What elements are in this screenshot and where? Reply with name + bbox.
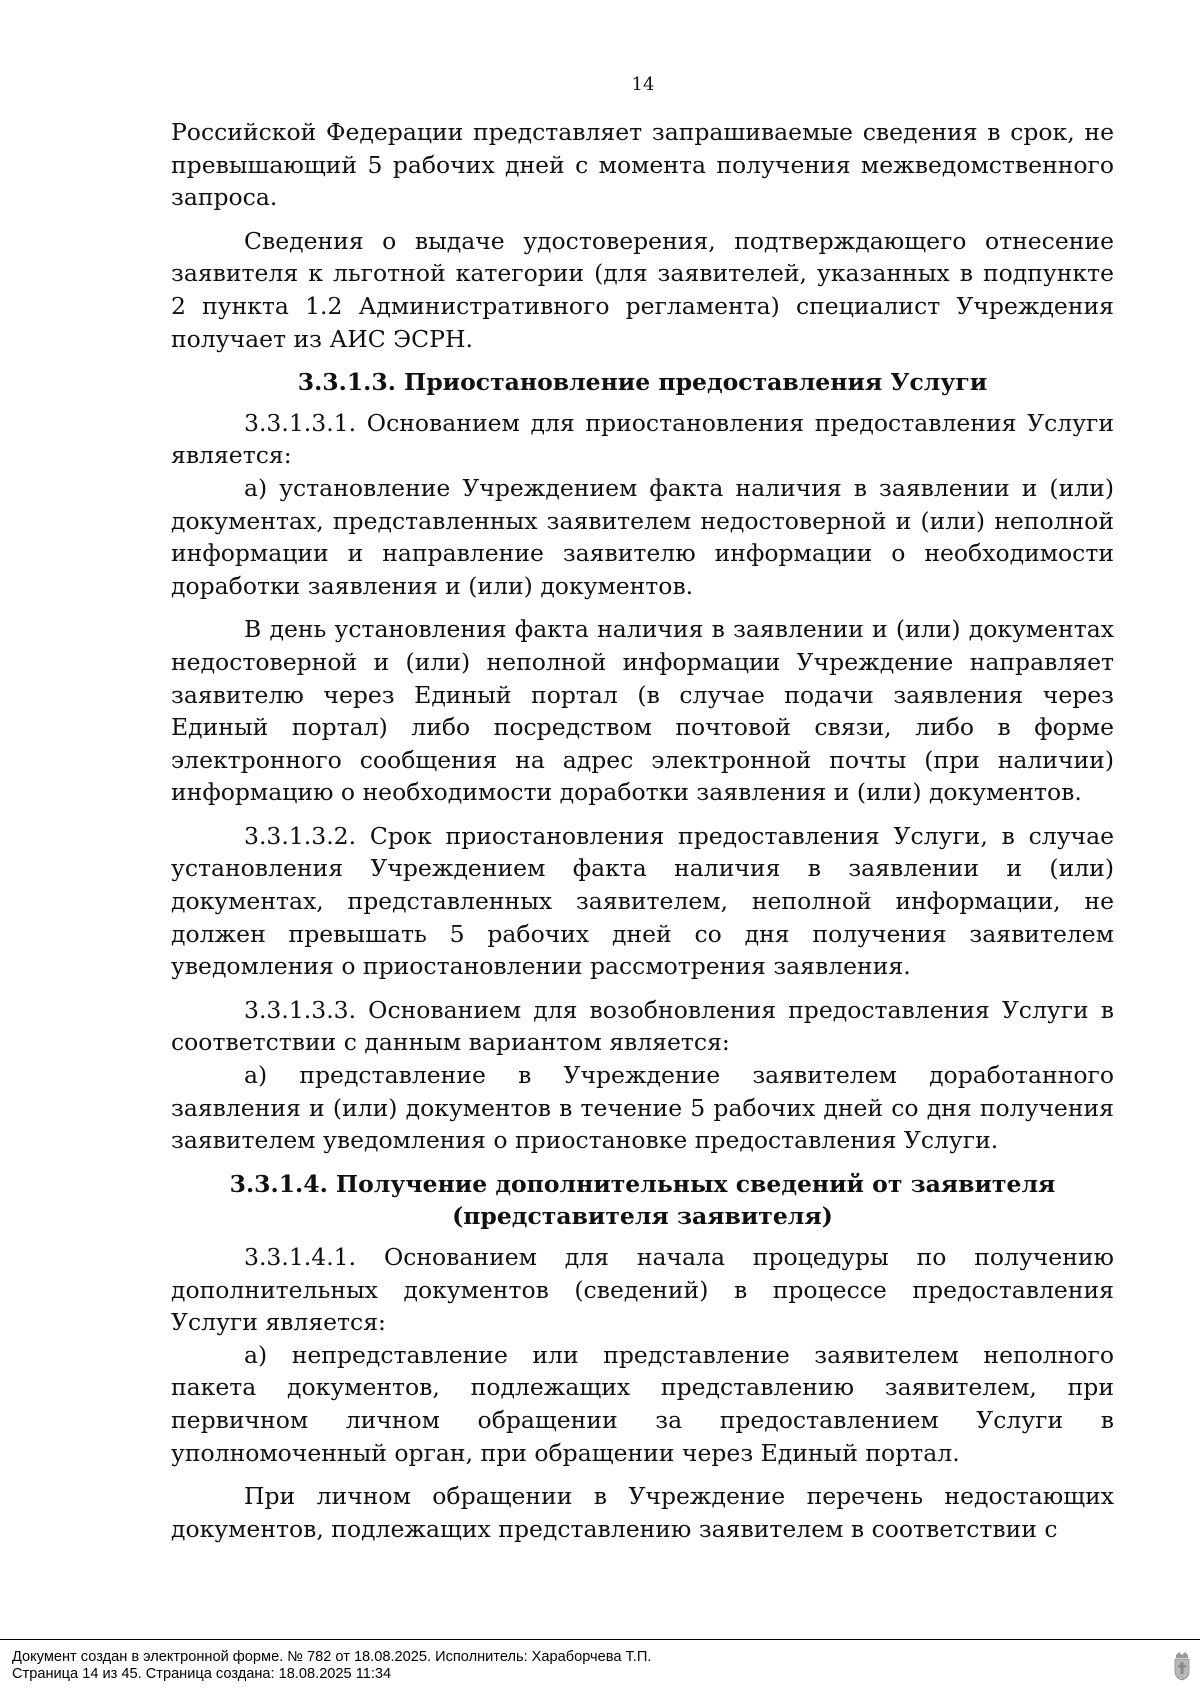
section-heading-line: (представителя заявителя) xyxy=(452,1202,833,1231)
paragraph: а) представление в Учреждение заявителем доработанного заявления и (или) документов в течение 5 рабочих дней со дня получения заявителем уведомления о приостановке предоставления Услуги. xyxy=(171,1061,1114,1155)
coat-of-arms-icon xyxy=(1172,1651,1192,1681)
paragraph: При личном обращении в Учреждение перечень недостающих документов, подлежащих представлению заявителем в соответствии с xyxy=(171,1482,1114,1543)
paragraph: а) непредставление или представление заявителем неполного пакета документов, подлежащих представлению заявителем, при первичном личном обращении за предоставлением Услуги в уполномоченный орган, при обращении через Единый портал. xyxy=(171,1340,1114,1467)
paragraph: 3.3.1.3.1. Основанием для приостановления предоставления Услуги является: xyxy=(171,408,1114,470)
paragraph: а) установление Учреждением факта наличия в заявлении и (или) документах, представленных заявителем недостоверной и (или) неполной информации и направление заявителю информации о необходимости доработки заявления и (или) документов. xyxy=(171,473,1114,600)
paragraph: 3.3.1.3.3. Основанием для возобновления предоставления Услуги в соответствии с данным вариантом является: xyxy=(171,995,1114,1057)
paragraph: Сведения о выдаче удостоверения, подтверждающего отнесение заявителя к льготной категории (для заявителей, указанных в подпункте 2 пункта 1.2 Административного регламента) специалист Учреждения получает из АИС ЭСРН. xyxy=(171,226,1114,353)
footer-text xyxy=(12,1649,651,1683)
section-heading-line: 3.3.1.4. Получение дополнительных сведений от заявителя xyxy=(229,1169,1056,1198)
document-footer xyxy=(0,1639,1200,1682)
paragraph: Российской Федерации представляет запрашиваемые сведения в срок, не превышающий 5 рабочих дней с момента получения межведомственного запроса. xyxy=(171,118,1114,212)
section-heading xyxy=(171,1168,1114,1233)
paragraph: 3.3.1.4.1. Основанием для начала процедуры по получению дополнительных документов (сведений) в процессе предоставления Услуги является: xyxy=(171,1243,1114,1337)
paragraph: 3.3.1.3.2. Срок приостановления предоставления Услуги, в случае установления Учреждением факта наличия в заявлении и (или) документах, представленных заявителем, неполной информации, не должен превышать 5 рабочих дней со дня получения заявителем уведомления о приостановлении рассмотрения заявления. xyxy=(171,821,1114,981)
page-number: 14 xyxy=(631,74,655,95)
document-body xyxy=(171,116,1114,1556)
section-heading: 3.3.1.3. Приостановление предоставления Услуги xyxy=(297,368,988,397)
paragraph: В день установления факта наличия в заявлении и (или) документах недостоверной и (или) неполной информации Учреждение направляет заявителю через Единый портал (в случае подачи заявления через Единый портал) либо посредством почтовой связи, либо в форме электронного сообщения на адрес электронной почты (при наличии) информацию о необходимости доработки заявления и (или) документов. xyxy=(171,615,1114,807)
footer-line: Документ создан в электронной форме. № 782 от 18.08.2025. Исполнитель: Хараборчева Т.П. xyxy=(12,1649,652,1665)
footer-line: Страница 14 из 45. Страница создана: 18.08.2025 11:34 xyxy=(12,1666,392,1682)
